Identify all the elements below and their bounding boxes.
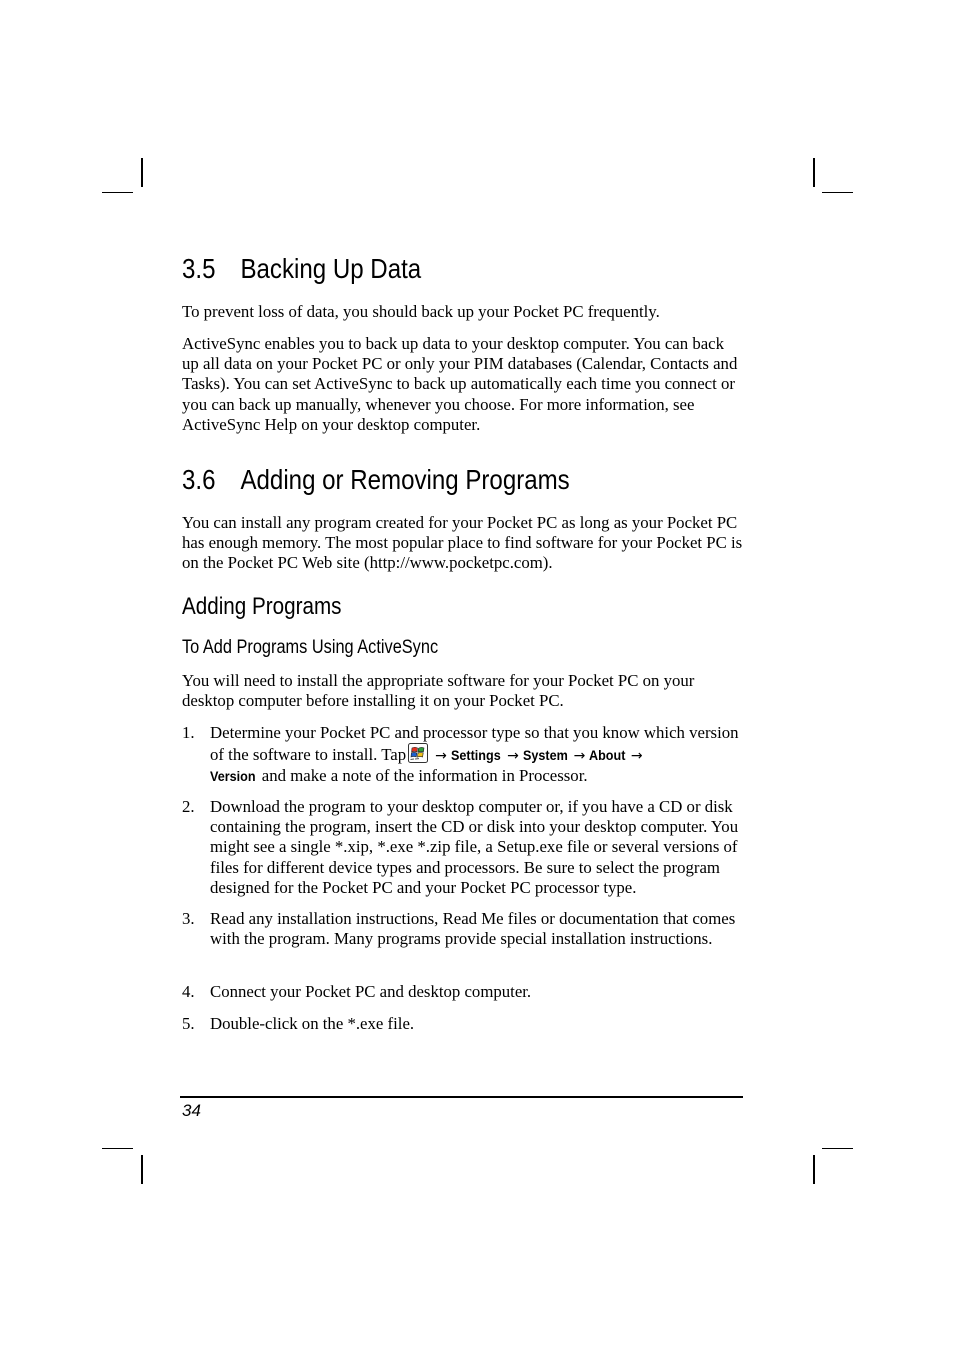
list-item <box>182 723 744 787</box>
list-number: 5. <box>182 1014 195 1033</box>
menu-path-settings: Settings <box>450 747 501 764</box>
list-text: Download the program to your desktop computer or, if you have a CD or disk containing the program, insert the CD or disk into your desktop computer. You might see a single *.xip, *.exe *.zip file, a Setup.exe file or several versions of files for different device types and processors. Be sure to select the program designed for the Pocket PC and your Pocket PC processor type. <box>210 797 739 897</box>
list-item <box>182 1014 744 1034</box>
paragraph: To prevent loss of data, you should back up your Pocket PC frequently. <box>182 302 660 321</box>
crop-mark <box>813 158 815 187</box>
arrow-right-icon: → <box>630 748 643 765</box>
section-title: Adding or Removing Programs <box>240 464 570 495</box>
list-text: Connect your Pocket PC and desktop computer. <box>210 982 532 1001</box>
arrow-right-icon: → <box>435 748 447 765</box>
crop-mark <box>822 192 853 193</box>
section-number: 3.5 <box>182 253 216 284</box>
list-number: 1. <box>182 723 195 742</box>
section-heading-3-6 <box>182 464 570 496</box>
list-item <box>182 909 744 949</box>
list-text: Read any installation instructions, Read Me files or documentation that comes with the program. Many programs provide special installation instructions. <box>210 909 736 949</box>
crop-mark <box>102 192 133 193</box>
step-text: Determine your Pocket PC and processor type so that you know which version of the software to install. Tap <box>210 723 739 765</box>
list-number: 3. <box>182 909 195 928</box>
list-text <box>210 723 744 787</box>
crop-mark <box>102 1148 133 1149</box>
arrow-right-icon: → <box>507 748 519 765</box>
menu-path-about: About <box>589 747 626 764</box>
list-item <box>182 797 744 898</box>
crop-mark <box>141 158 143 187</box>
step-text: and make a note of the information in Processor. <box>261 766 588 786</box>
paragraph: ActiveSync enables you to back up data to your desktop computer. You can back up all data on your Pocket PC or only your PIM databases (Calendar, Contacts and Tasks). You can set ActiveSync to back up automatically each time you connect or you can back up manually, whenever you choose. For more information, see ActiveSync Help on your desktop computer. <box>182 334 738 434</box>
list-item <box>182 982 744 1002</box>
section-number: 3.6 <box>182 464 216 495</box>
section-title: Backing Up Data <box>240 253 422 284</box>
crop-mark <box>813 1155 815 1184</box>
section-heading-3-5 <box>182 253 421 285</box>
list-number: 4. <box>182 982 195 1001</box>
windows-start-icon <box>408 743 428 763</box>
footer-rule <box>180 1096 743 1098</box>
list-number: 2. <box>182 797 195 816</box>
menu-path-system: System <box>522 747 568 764</box>
crop-mark <box>822 1148 853 1149</box>
crop-mark <box>141 1155 143 1184</box>
subsection-heading: Adding Programs <box>182 593 342 620</box>
paragraph: You can install any program created for your Pocket PC as long as your Pocket PC has enough memory. The most popular place to find software for your Pocket PC is on the Pocket PC Web site (http://www.pocketpc.com). <box>182 513 743 573</box>
page-number: 34 <box>182 1101 201 1120</box>
arrow-right-icon: → <box>573 748 586 765</box>
menu-path-version: Version <box>210 768 256 785</box>
list-text: Double-click on the *.exe file. <box>210 1014 415 1033</box>
paragraph: You will need to install the appropriate software for your Pocket PC on your desktop computer before installing it on your Pocket PC. <box>182 671 695 711</box>
procedure-heading: To Add Programs Using ActiveSync <box>182 637 439 658</box>
